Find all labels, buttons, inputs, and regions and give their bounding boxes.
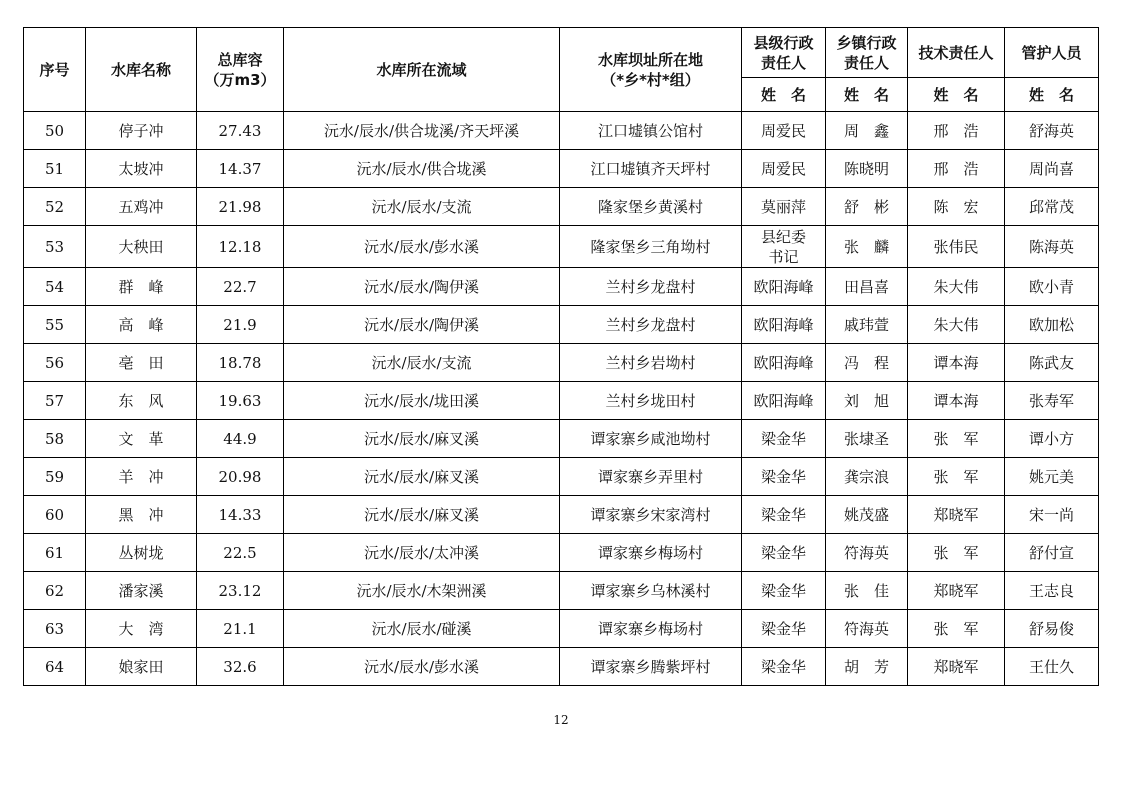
cell-tech: 张伟民 bbox=[908, 226, 1005, 268]
cell-seq: 57 bbox=[24, 382, 86, 420]
cell-county: 梁金华 bbox=[742, 572, 826, 610]
cell-capacity: 12.18 bbox=[197, 226, 284, 268]
cell-county: 梁金华 bbox=[742, 534, 826, 572]
cell-name: 大秧田 bbox=[86, 226, 197, 268]
cell-name: 群 峰 bbox=[86, 268, 197, 306]
cell-name: 亳 田 bbox=[86, 344, 197, 382]
cell-town: 张 麟 bbox=[826, 226, 908, 268]
table-row bbox=[24, 344, 1099, 382]
table-header bbox=[24, 28, 1099, 112]
cell-location: 隆家堡乡三角坳村 bbox=[560, 226, 742, 268]
header-keeper: 管护人员 bbox=[1005, 28, 1099, 78]
cell-keeper: 舒海英 bbox=[1005, 112, 1099, 150]
cell-tech: 郑晓军 bbox=[908, 648, 1005, 686]
cell-basin: 沅水/辰水/彭水溪 bbox=[284, 226, 560, 268]
cell-county: 周爱民 bbox=[742, 150, 826, 188]
cell-capacity: 14.37 bbox=[197, 150, 284, 188]
cell-tech: 张 军 bbox=[908, 458, 1005, 496]
cell-seq: 61 bbox=[24, 534, 86, 572]
header-town-responsible: 乡镇行政 责任人 bbox=[826, 28, 908, 78]
cell-town: 陈晓明 bbox=[826, 150, 908, 188]
cell-location: 谭家寨乡弄里村 bbox=[560, 458, 742, 496]
cell-basin: 沅水/辰水/供合垅溪/齐天坪溪 bbox=[284, 112, 560, 150]
cell-capacity: 20.98 bbox=[197, 458, 284, 496]
table-row bbox=[24, 534, 1099, 572]
cell-basin: 沅水/辰水/陶伊溪 bbox=[284, 268, 560, 306]
cell-location: 兰村乡岩坳村 bbox=[560, 344, 742, 382]
cell-capacity: 21.98 bbox=[197, 188, 284, 226]
reservoir-table bbox=[23, 27, 1099, 686]
cell-seq: 64 bbox=[24, 648, 86, 686]
cell-tech: 朱大伟 bbox=[908, 306, 1005, 344]
cell-capacity: 27.43 bbox=[197, 112, 284, 150]
cell-capacity: 18.78 bbox=[197, 344, 284, 382]
cell-county: 梁金华 bbox=[742, 496, 826, 534]
cell-county: 欧阳海峰 bbox=[742, 306, 826, 344]
cell-location: 兰村乡龙盘村 bbox=[560, 268, 742, 306]
table-row bbox=[24, 188, 1099, 226]
cell-location: 谭家寨乡梅场村 bbox=[560, 610, 742, 648]
cell-name: 高 峰 bbox=[86, 306, 197, 344]
cell-name: 停子冲 bbox=[86, 112, 197, 150]
cell-seq: 55 bbox=[24, 306, 86, 344]
cell-capacity: 32.6 bbox=[197, 648, 284, 686]
table-row bbox=[24, 226, 1099, 268]
cell-seq: 60 bbox=[24, 496, 86, 534]
cell-keeper: 陈海英 bbox=[1005, 226, 1099, 268]
cell-county: 梁金华 bbox=[742, 648, 826, 686]
table-row bbox=[24, 420, 1099, 458]
table-body bbox=[24, 112, 1099, 686]
cell-name: 五鸡冲 bbox=[86, 188, 197, 226]
page-number: 12 bbox=[553, 713, 569, 727]
subheader-name-town: 姓 名 bbox=[826, 78, 908, 112]
cell-capacity: 22.7 bbox=[197, 268, 284, 306]
cell-tech: 邢 浩 bbox=[908, 150, 1005, 188]
cell-capacity: 21.1 bbox=[197, 610, 284, 648]
table-row bbox=[24, 496, 1099, 534]
cell-keeper: 王仕久 bbox=[1005, 648, 1099, 686]
cell-location: 谭家寨乡梅场村 bbox=[560, 534, 742, 572]
cell-county: 梁金华 bbox=[742, 610, 826, 648]
cell-name: 东 风 bbox=[86, 382, 197, 420]
cell-tech: 郑晓军 bbox=[908, 496, 1005, 534]
cell-tech: 张 军 bbox=[908, 534, 1005, 572]
cell-name: 娘家田 bbox=[86, 648, 197, 686]
table-row bbox=[24, 306, 1099, 344]
cell-keeper: 邱常茂 bbox=[1005, 188, 1099, 226]
cell-town: 刘 旭 bbox=[826, 382, 908, 420]
cell-tech: 陈 宏 bbox=[908, 188, 1005, 226]
cell-seq: 59 bbox=[24, 458, 86, 496]
table-row bbox=[24, 150, 1099, 188]
cell-basin: 沅水/辰水/碰溪 bbox=[284, 610, 560, 648]
cell-location: 江口墟镇公馆村 bbox=[560, 112, 742, 150]
header-tech-responsible: 技术责任人 bbox=[908, 28, 1005, 78]
cell-town: 符海英 bbox=[826, 534, 908, 572]
cell-capacity: 23.12 bbox=[197, 572, 284, 610]
cell-seq: 62 bbox=[24, 572, 86, 610]
cell-location: 谭家寨乡腾紫坪村 bbox=[560, 648, 742, 686]
subheader-name-keeper: 姓 名 bbox=[1005, 78, 1099, 112]
cell-basin: 沅水/辰水/支流 bbox=[284, 344, 560, 382]
cell-town: 冯 程 bbox=[826, 344, 908, 382]
cell-capacity: 44.9 bbox=[197, 420, 284, 458]
cell-keeper: 周尚喜 bbox=[1005, 150, 1099, 188]
table-row bbox=[24, 648, 1099, 686]
cell-tech: 谭本海 bbox=[908, 382, 1005, 420]
cell-town: 田昌喜 bbox=[826, 268, 908, 306]
cell-name: 大 湾 bbox=[86, 610, 197, 648]
header-capacity: 总库容 （万m3） bbox=[197, 28, 284, 112]
cell-basin: 沅水/辰水/麻叉溪 bbox=[284, 420, 560, 458]
cell-keeper: 欧小青 bbox=[1005, 268, 1099, 306]
cell-county: 梁金华 bbox=[742, 420, 826, 458]
cell-keeper: 王志良 bbox=[1005, 572, 1099, 610]
reservoir-responsibility-table-sheet bbox=[23, 27, 1098, 686]
cell-town: 姚茂盛 bbox=[826, 496, 908, 534]
cell-seq: 52 bbox=[24, 188, 86, 226]
cell-town: 张埭圣 bbox=[826, 420, 908, 458]
cell-capacity: 21.9 bbox=[197, 306, 284, 344]
cell-keeper: 舒付宣 bbox=[1005, 534, 1099, 572]
cell-basin: 沅水/辰水/垅田溪 bbox=[284, 382, 560, 420]
cell-seq: 54 bbox=[24, 268, 86, 306]
cell-keeper: 欧加松 bbox=[1005, 306, 1099, 344]
cell-capacity: 19.63 bbox=[197, 382, 284, 420]
cell-tech: 张 军 bbox=[908, 420, 1005, 458]
table-row bbox=[24, 572, 1099, 610]
cell-county: 欧阳海峰 bbox=[742, 344, 826, 382]
cell-town: 龚宗浪 bbox=[826, 458, 908, 496]
cell-keeper: 陈武友 bbox=[1005, 344, 1099, 382]
header-location: 水库坝址所在地 （*乡*村*组） bbox=[560, 28, 742, 112]
cell-county: 县纪委 书记 bbox=[742, 226, 826, 268]
cell-tech: 谭本海 bbox=[908, 344, 1005, 382]
cell-location: 兰村乡龙盘村 bbox=[560, 306, 742, 344]
cell-keeper: 舒易俊 bbox=[1005, 610, 1099, 648]
cell-tech: 邢 浩 bbox=[908, 112, 1005, 150]
cell-basin: 沅水/辰水/供合垅溪 bbox=[284, 150, 560, 188]
cell-basin: 沅水/辰水/麻叉溪 bbox=[284, 458, 560, 496]
cell-location: 谭家寨乡宋家湾村 bbox=[560, 496, 742, 534]
cell-basin: 沅水/辰水/彭水溪 bbox=[284, 648, 560, 686]
cell-seq: 63 bbox=[24, 610, 86, 648]
cell-name: 黑 冲 bbox=[86, 496, 197, 534]
cell-capacity: 14.33 bbox=[197, 496, 284, 534]
header-name: 水库名称 bbox=[86, 28, 197, 112]
subheader-name-county: 姓 名 bbox=[742, 78, 826, 112]
cell-location: 江口墟镇齐天坪村 bbox=[560, 150, 742, 188]
cell-seq: 58 bbox=[24, 420, 86, 458]
cell-name: 羊 冲 bbox=[86, 458, 197, 496]
cell-basin: 沅水/辰水/支流 bbox=[284, 188, 560, 226]
cell-seq: 51 bbox=[24, 150, 86, 188]
cell-basin: 沅水/辰水/麻叉溪 bbox=[284, 496, 560, 534]
header-county-responsible: 县级行政 责任人 bbox=[742, 28, 826, 78]
table-row bbox=[24, 458, 1099, 496]
cell-keeper: 宋一尚 bbox=[1005, 496, 1099, 534]
cell-basin: 沅水/辰水/太冲溪 bbox=[284, 534, 560, 572]
cell-basin: 沅水/辰水/陶伊溪 bbox=[284, 306, 560, 344]
cell-name: 潘家溪 bbox=[86, 572, 197, 610]
cell-county: 欧阳海峰 bbox=[742, 382, 826, 420]
cell-name: 太坡冲 bbox=[86, 150, 197, 188]
cell-town: 周 鑫 bbox=[826, 112, 908, 150]
cell-location: 谭家寨乡乌林溪村 bbox=[560, 572, 742, 610]
cell-county: 莫丽萍 bbox=[742, 188, 826, 226]
cell-county: 周爱民 bbox=[742, 112, 826, 150]
cell-tech: 朱大伟 bbox=[908, 268, 1005, 306]
cell-capacity: 22.5 bbox=[197, 534, 284, 572]
table-row bbox=[24, 112, 1099, 150]
header-basin: 水库所在流域 bbox=[284, 28, 560, 112]
cell-location: 谭家寨乡咸池坳村 bbox=[560, 420, 742, 458]
cell-town: 舒 彬 bbox=[826, 188, 908, 226]
cell-seq: 50 bbox=[24, 112, 86, 150]
cell-county: 梁金华 bbox=[742, 458, 826, 496]
cell-seq: 56 bbox=[24, 344, 86, 382]
cell-county: 欧阳海峰 bbox=[742, 268, 826, 306]
cell-location: 兰村乡垅田村 bbox=[560, 382, 742, 420]
table-row bbox=[24, 268, 1099, 306]
cell-name: 文 革 bbox=[86, 420, 197, 458]
header-seq: 序号 bbox=[24, 28, 86, 112]
cell-tech: 张 军 bbox=[908, 610, 1005, 648]
table-row bbox=[24, 610, 1099, 648]
cell-keeper: 姚元美 bbox=[1005, 458, 1099, 496]
cell-town: 戚玮萱 bbox=[826, 306, 908, 344]
subheader-name-tech: 姓 名 bbox=[908, 78, 1005, 112]
cell-town: 胡 芳 bbox=[826, 648, 908, 686]
cell-location: 隆家堡乡黄溪村 bbox=[560, 188, 742, 226]
cell-tech: 郑晓军 bbox=[908, 572, 1005, 610]
cell-town: 符海英 bbox=[826, 610, 908, 648]
table-row bbox=[24, 382, 1099, 420]
cell-name: 丛树垅 bbox=[86, 534, 197, 572]
cell-town: 张 佳 bbox=[826, 572, 908, 610]
cell-basin: 沅水/辰水/木架洲溪 bbox=[284, 572, 560, 610]
cell-keeper: 张寿军 bbox=[1005, 382, 1099, 420]
cell-seq: 53 bbox=[24, 226, 86, 268]
cell-keeper: 谭小方 bbox=[1005, 420, 1099, 458]
